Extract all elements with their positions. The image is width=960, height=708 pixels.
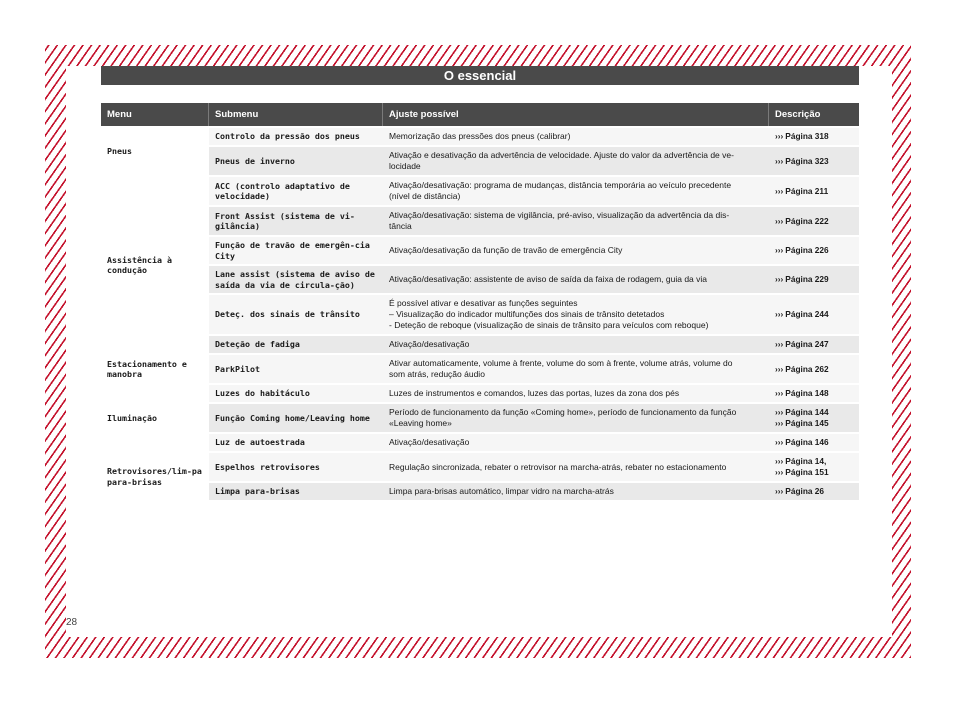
menu-cell: Pneus (101, 128, 209, 175)
setting-text-line: Luzes de instrumentos e comandos, luzes das portas, luzes da zona dos pés (389, 388, 680, 398)
setting-text-line: Ativação/desativação da função de travão de emergência City (389, 245, 623, 255)
header-setting: Ajuste possível (383, 103, 769, 126)
triple-chevron-icon: ››› (775, 215, 784, 226)
page-link-label: Página 262 (785, 363, 829, 374)
setting-text-line: Memorização das pressões dos pneus (calibrar) (389, 131, 571, 141)
menu-cell: Iluminação (101, 385, 209, 451)
page-link[interactable] (775, 486, 853, 497)
setting-cell (383, 336, 769, 353)
setting-text-line: Ativação/desativação: programa de mudanças, distância temporária ao veículo precedente (389, 180, 732, 190)
page-link-label: Página 229 (785, 274, 829, 284)
setting-cell (383, 453, 769, 481)
triple-chevron-icon: ››› (775, 339, 784, 349)
page-link-label: Página 247 (785, 339, 829, 349)
submenu-cell: Luzes do habitáculo (209, 385, 383, 402)
submenu-cell: Deteção de fadiga (209, 336, 383, 353)
triple-chevron-icon: ››› (775, 388, 784, 398)
page-link-label: Página 148 (785, 388, 829, 398)
submenu-cell: Função de travão de emergên-cia City (209, 237, 383, 264)
setting-text-line: É possível ativar e desativar as funções seguintes (389, 298, 578, 308)
page-link-label: Página 144 (785, 407, 829, 417)
table-row (101, 266, 859, 293)
page-link-label: Página 222 (785, 215, 829, 226)
page-reference-cell (769, 266, 859, 293)
submenu-cell: Controlo da pressão dos pneus (209, 128, 383, 145)
page-link[interactable] (775, 437, 853, 448)
submenu-cell: Lane assist (sistema de aviso de saída da via de circula-ção) (209, 266, 383, 293)
page-reference-cell (769, 128, 859, 145)
menu-cell: Estacionamento e manobra (101, 355, 209, 383)
page-number: 28 (66, 617, 78, 628)
page-link[interactable] (775, 467, 853, 478)
setting-cell (383, 147, 769, 175)
table-row (101, 147, 859, 175)
table-row (101, 404, 859, 432)
setting-text-line: Ativação e desativação da advertência de velocidade. Ajuste do valor da advertência de ve- (389, 150, 734, 160)
table-row (101, 295, 859, 334)
submenu-cell: Espelhos retrovisores (209, 453, 383, 481)
submenu-cell: Função Coming home/Leaving home (209, 404, 383, 432)
table-body (101, 128, 859, 500)
page-title: O essencial (101, 66, 859, 85)
setting-text-line: Ativação/desativação (389, 437, 470, 447)
header-description: Descrição (769, 103, 859, 126)
page-link-label: Página 14, (785, 456, 827, 466)
page-link-label: Página 211 (785, 185, 829, 196)
setting-cell (383, 177, 769, 205)
page-reference-cell (769, 355, 859, 383)
page-reference-cell (769, 385, 859, 402)
page-reference-cell (769, 147, 859, 175)
setting-text-line: Regulação sincronizada, rebater o retrovisor na marcha-atrás, rebater no estacionamento (389, 461, 727, 472)
page-link[interactable] (775, 309, 853, 320)
menu-cell: Assistência à condução (101, 177, 209, 353)
table-row (101, 385, 859, 402)
setting-text-line: Ativar automaticamente, volume à frente, volume do som à frente, volume atrás, volume do (389, 358, 733, 368)
setting-text-line: – Visualização do indicador multifunções dos sinais de trânsito detetados (389, 309, 665, 319)
header-submenu: Submenu (209, 103, 383, 126)
page-reference-cell (769, 177, 859, 205)
page-link[interactable] (775, 364, 853, 375)
submenu-cell: Pneus de inverno (209, 147, 383, 175)
setting-text-line: - Deteção de reboque (visualização de sinais de trânsito para veículos com reboque) (389, 320, 709, 330)
settings-table (101, 101, 859, 502)
page-link-label: Página 318 (785, 131, 829, 141)
table-row (101, 336, 859, 353)
page-reference-cell (769, 237, 859, 264)
menu-cell: Retrovisores/lim-pa para-brisas (101, 453, 209, 500)
setting-cell (383, 434, 769, 451)
setting-cell (383, 266, 769, 293)
page-link-label: Página 323 (785, 155, 829, 166)
setting-text-line: (nível de distância) (389, 191, 461, 201)
triple-chevron-icon: ››› (775, 418, 784, 428)
setting-cell (383, 237, 769, 264)
table-row (101, 177, 859, 205)
page-link[interactable] (775, 274, 853, 285)
page-link[interactable] (775, 156, 853, 167)
setting-text-line: Ativação/desativação: sistema de vigilância, pré-aviso, visualização da advertência da dis- (389, 210, 730, 220)
setting-cell (383, 207, 769, 235)
triple-chevron-icon: ››› (775, 309, 784, 319)
table-row (101, 237, 859, 264)
page-reference-cell (769, 453, 859, 481)
triple-chevron-icon: ››› (775, 363, 784, 374)
page-reference-cell (769, 404, 859, 432)
setting-cell (383, 483, 769, 500)
table-row (101, 207, 859, 235)
setting-text-line: som atrás, redução áudio (389, 369, 485, 379)
triple-chevron-icon: ››› (775, 486, 784, 496)
setting-cell (383, 355, 769, 383)
page-link[interactable] (775, 418, 853, 429)
page-reference-cell (769, 295, 859, 334)
setting-text-line: locidade (389, 161, 421, 171)
setting-cell (383, 385, 769, 402)
triple-chevron-icon: ››› (775, 456, 784, 466)
page-link[interactable] (775, 388, 853, 399)
page-link[interactable] (775, 456, 853, 467)
submenu-cell: Luz de autoestrada (209, 434, 383, 451)
submenu-cell: Deteç. dos sinais de trânsito (209, 295, 383, 334)
triple-chevron-icon: ››› (775, 467, 784, 477)
table-row (101, 483, 859, 500)
triple-chevron-icon: ››› (775, 155, 784, 166)
setting-text-line: Ativação/desativação: assistente de aviso de saída da faixa de rodagem, guia da via (389, 274, 708, 284)
triple-chevron-icon: ››› (775, 407, 784, 417)
submenu-cell: ACC (controlo adaptativo de velocidade) (209, 177, 383, 205)
header-menu: Menu (101, 103, 209, 126)
page-link[interactable] (775, 339, 853, 350)
triple-chevron-icon: ››› (775, 274, 784, 284)
table-row (101, 453, 859, 481)
setting-text-line: tância (389, 221, 412, 231)
triple-chevron-icon: ››› (775, 131, 784, 141)
triple-chevron-icon: ››› (775, 185, 784, 196)
setting-text-line: Limpa para-brisas automático, limpar vidro na marcha-atrás (389, 486, 614, 496)
table-row (101, 355, 859, 383)
page-reference-cell (769, 483, 859, 500)
page-link-label: Página 145 (785, 418, 829, 428)
page-link-label: Página 151 (785, 467, 829, 477)
page-link[interactable] (775, 216, 853, 227)
table-row (101, 434, 859, 451)
page-link-label: Página 26 (785, 486, 825, 496)
setting-cell (383, 295, 769, 334)
page-link-label: Página 244 (785, 309, 829, 319)
page-link[interactable] (775, 245, 853, 256)
submenu-cell: Front Assist (sistema de vi-gilância) (209, 207, 383, 235)
submenu-cell: ParkPilot (209, 355, 383, 383)
table-row (101, 128, 859, 145)
setting-text-line: Ativação/desativação (389, 339, 470, 349)
submenu-cell: Limpa para-brisas (209, 483, 383, 500)
setting-text-line: «Leaving home» (389, 418, 452, 428)
triple-chevron-icon: ››› (775, 245, 784, 255)
page-link-label: Página 146 (785, 437, 829, 447)
page-reference-cell (769, 434, 859, 451)
page-link-label: Página 226 (785, 245, 829, 255)
page-link[interactable] (775, 131, 853, 142)
table-header-row (101, 103, 859, 126)
page-reference-cell (769, 336, 859, 353)
page-reference-cell (769, 207, 859, 235)
setting-text-line: Período de funcionamento da função «Coming home», período de funcionamento da função (389, 407, 737, 417)
page-link[interactable] (775, 186, 853, 197)
triple-chevron-icon: ››› (775, 437, 784, 447)
page-link[interactable] (775, 407, 853, 418)
setting-cell (383, 128, 769, 145)
setting-cell (383, 404, 769, 432)
